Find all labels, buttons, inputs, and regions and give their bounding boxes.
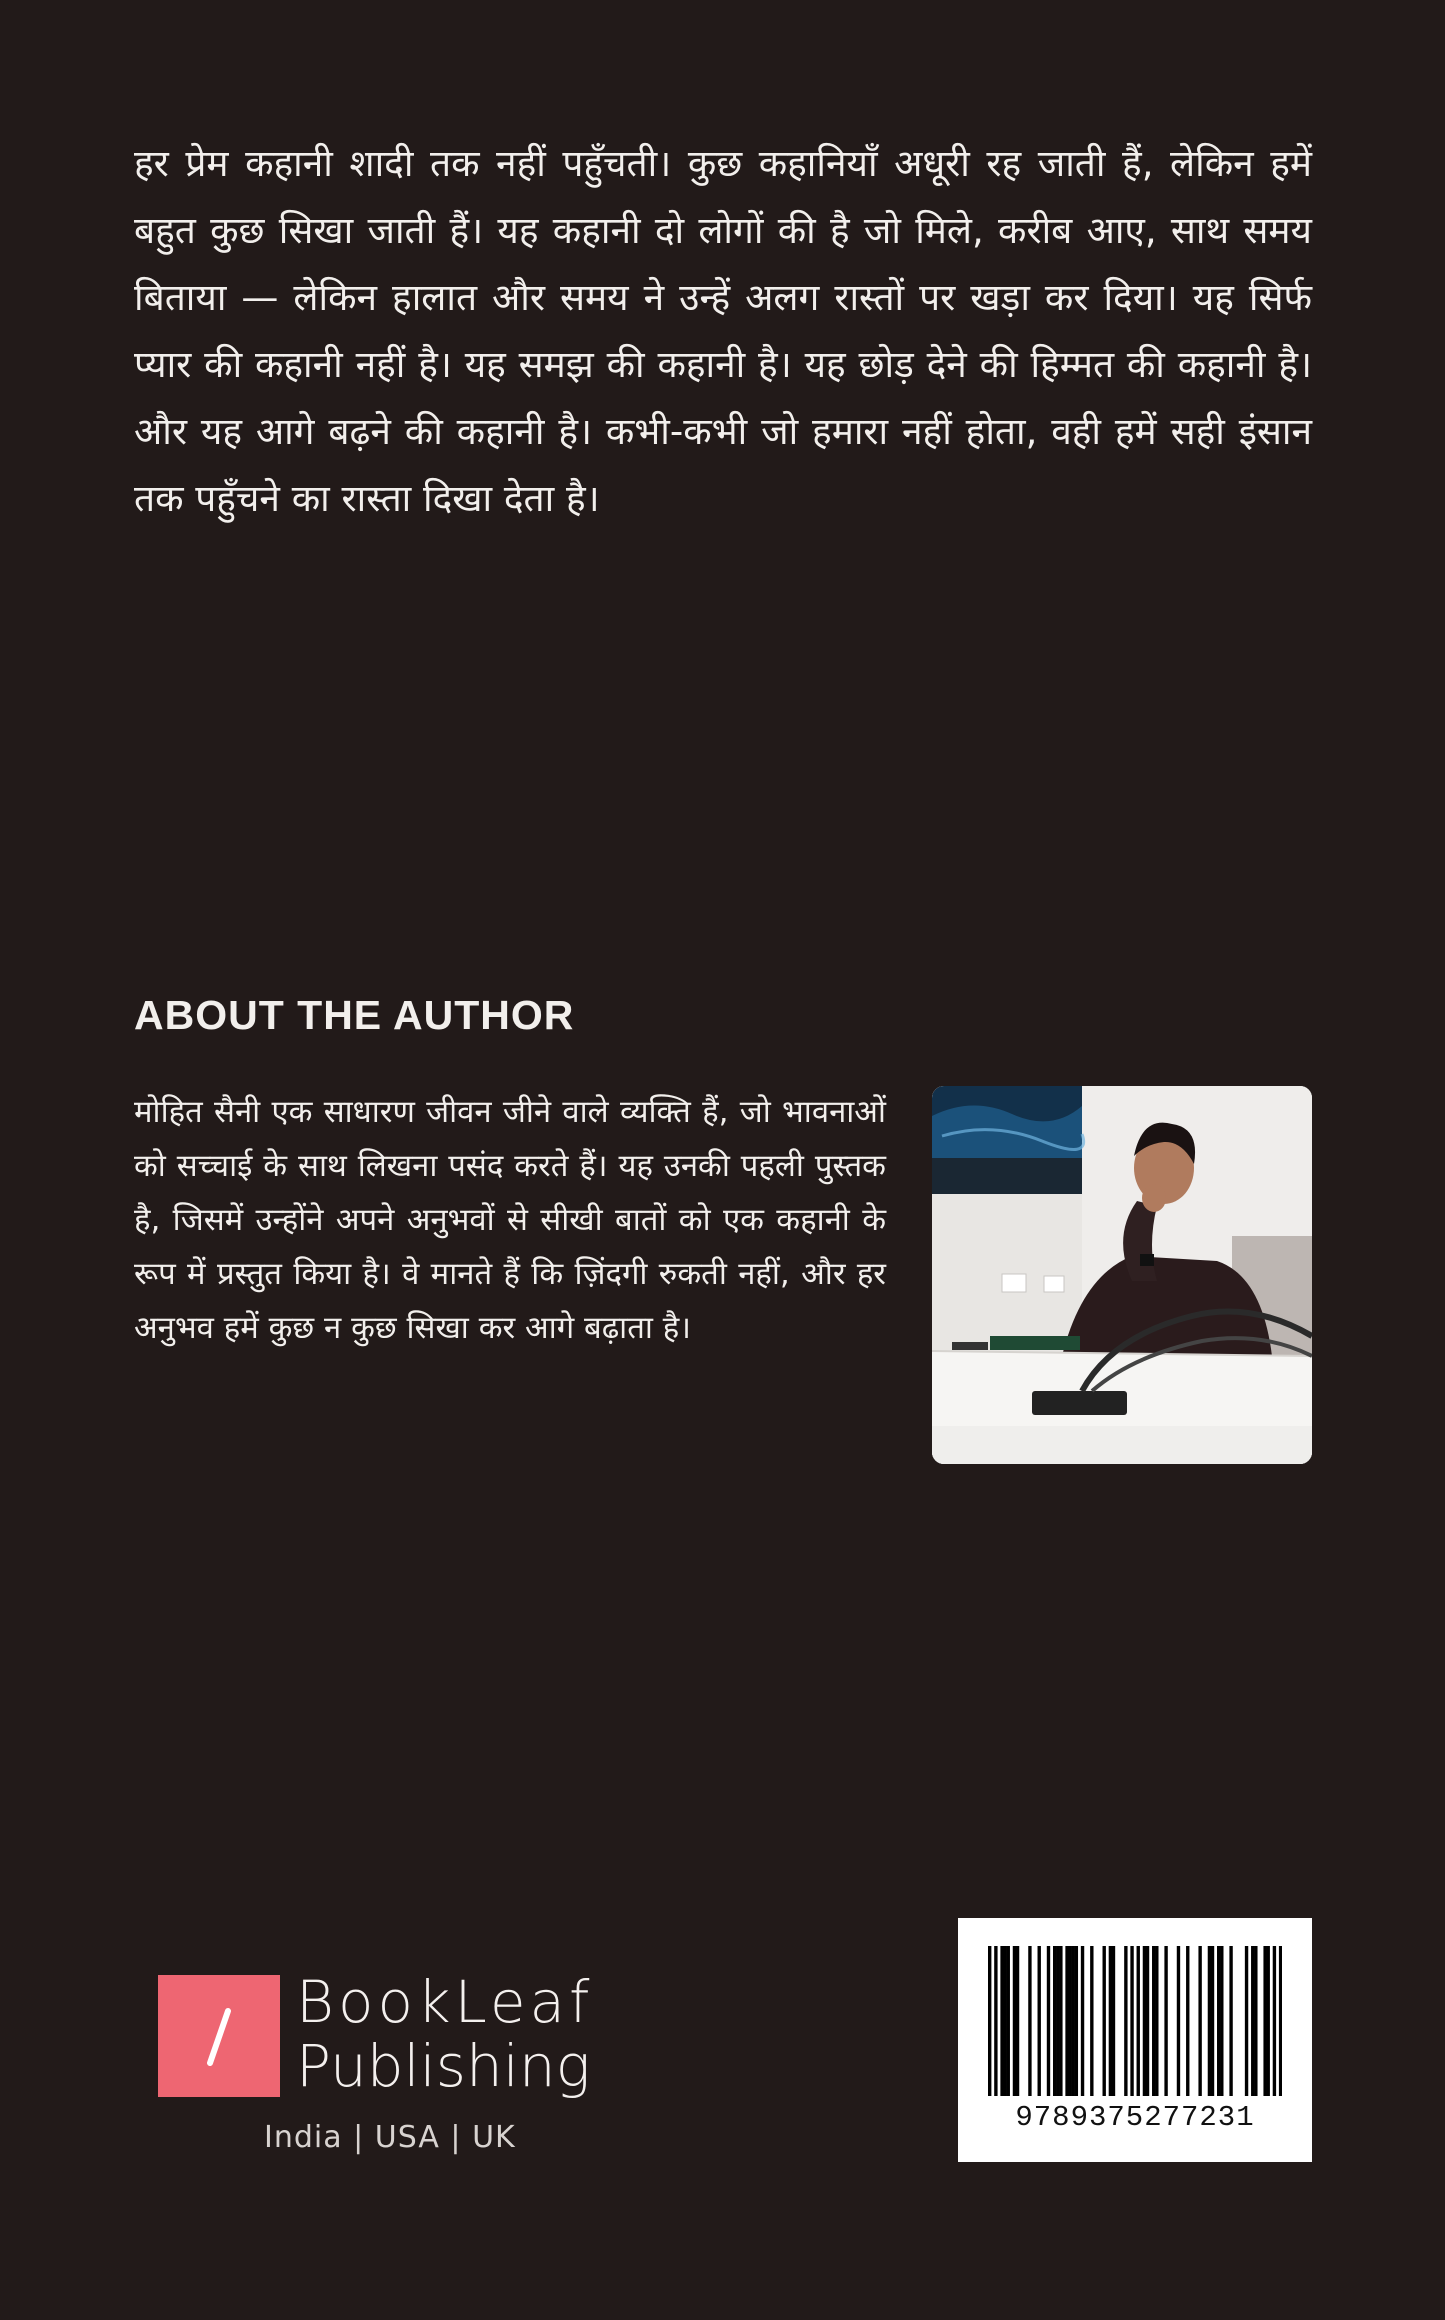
barcode-bar bbox=[1013, 1946, 1016, 2096]
barcode-bar bbox=[1016, 1946, 1019, 2096]
isbn-number: 9789375277231 bbox=[1015, 2101, 1255, 2134]
barcode-bar bbox=[1109, 1946, 1112, 2096]
barcode-bar bbox=[1003, 1946, 1006, 2096]
barcode-bar bbox=[1000, 1946, 1003, 2096]
publisher-name-line1: BookLeaf bbox=[296, 1968, 594, 2036]
barcode-bar bbox=[1068, 1946, 1071, 2096]
barcode-bar bbox=[1007, 1946, 1010, 2096]
barcode-bar bbox=[1028, 1946, 1031, 2096]
barcode-bar bbox=[1186, 1946, 1189, 2096]
barcode-bars bbox=[988, 1946, 1282, 2096]
barcode-bar bbox=[1208, 1946, 1211, 2096]
barcode-bar bbox=[1038, 1946, 1041, 2096]
barcode-bar bbox=[1053, 1946, 1056, 2096]
barcode-bar bbox=[1059, 1946, 1062, 2096]
barcode-bar bbox=[1152, 1946, 1155, 2096]
barcode-bar bbox=[1279, 1946, 1282, 2096]
barcode-bar bbox=[1254, 1946, 1257, 2096]
barcode-bar bbox=[1245, 1946, 1248, 2096]
barcode-bar bbox=[1047, 1946, 1050, 2096]
author-photo bbox=[932, 1086, 1312, 1464]
publisher-regions: India | USA | UK bbox=[264, 2120, 516, 2155]
slash-logo-icon bbox=[158, 1975, 280, 2097]
barcode-bar bbox=[1065, 1946, 1068, 2096]
barcode-bar bbox=[994, 1946, 997, 2096]
barcode-bar bbox=[1217, 1946, 1220, 2096]
barcode-bar bbox=[1273, 1946, 1276, 2096]
barcode-bar bbox=[1155, 1946, 1158, 2096]
barcode-bar bbox=[1081, 1946, 1084, 2096]
barcode-bar bbox=[1137, 1946, 1140, 2096]
barcode-bar bbox=[1146, 1946, 1149, 2096]
barcode-bar bbox=[1072, 1946, 1075, 2096]
barcode-bar bbox=[1056, 1946, 1059, 2096]
barcode-bar bbox=[1143, 1946, 1146, 2096]
barcode-bar bbox=[1220, 1946, 1223, 2096]
barcode-bar bbox=[1177, 1946, 1180, 2096]
barcode-bar bbox=[1211, 1946, 1214, 2096]
barcode-bar bbox=[1164, 1946, 1167, 2096]
barcode-bar bbox=[1124, 1946, 1127, 2096]
barcode-bar bbox=[1090, 1946, 1093, 2096]
about-author-heading: ABOUT THE AUTHOR bbox=[134, 992, 575, 1038]
barcode-bar bbox=[1130, 1946, 1133, 2096]
barcode-bar bbox=[988, 1946, 991, 2096]
barcode-bar bbox=[1112, 1946, 1115, 2096]
barcode-bar bbox=[1263, 1946, 1266, 2096]
barcode-bar bbox=[1103, 1946, 1106, 2096]
bookleaf-logo bbox=[158, 1970, 618, 2160]
barcode-bar bbox=[1075, 1946, 1078, 2096]
barcode-bar bbox=[1198, 1946, 1201, 2096]
barcode-bar bbox=[1229, 1946, 1232, 2096]
publisher-name-line2: Publishing bbox=[296, 2032, 591, 2100]
barcode-bar bbox=[1267, 1946, 1270, 2096]
book-blurb: हर प्रेम कहानी शादी तक नहीं पहुँचती। कुछ कहानियाँ अधूरी रह जाती हैं, लेकिन हमें बहुत कुछ सिखा जाती हैं। यह कहानी दो लोगों की है जो मिले, करीब आए, साथ समय बिताया — लेकिन हालात और समय ने उन्हें अलग रास्तों पर खड़ा कर दिया। यह सिर्फ प्यार की कहानी नहीं है। यह समझ की कहानी है। यह छोड़ देने की हिम्मत की कहानी है। और यह आगे बढ़ने की कहानी है। कभी-कभी जो हमारा नहीं होता, वही हमें सही इंसान तक पहुँचने का रास्ता दिखा देता है। bbox=[134, 142, 1312, 520]
author-bio: मोहित सैनी एक साधारण जीवन जीने वाले व्यक्ति हैं, जो भावनाओं को सच्चाई के साथ लिखना पसंद करते हैं। यह उनकी पहली पुस्तक है, जिसमें उन्होंने अपने अनुभवों से सीखी बातों को एक कहानी के रूप में प्रस्तुत किया है। वे मानते हैं कि ज़िंदगी रुकती नहीं, और हर अनुभव हमें कुछ न कुछ सिखा कर आगे बढ़ाता है। bbox=[134, 1094, 886, 1346]
barcode-bar bbox=[1251, 1946, 1254, 2096]
isbn-barcode bbox=[958, 1918, 1312, 2162]
